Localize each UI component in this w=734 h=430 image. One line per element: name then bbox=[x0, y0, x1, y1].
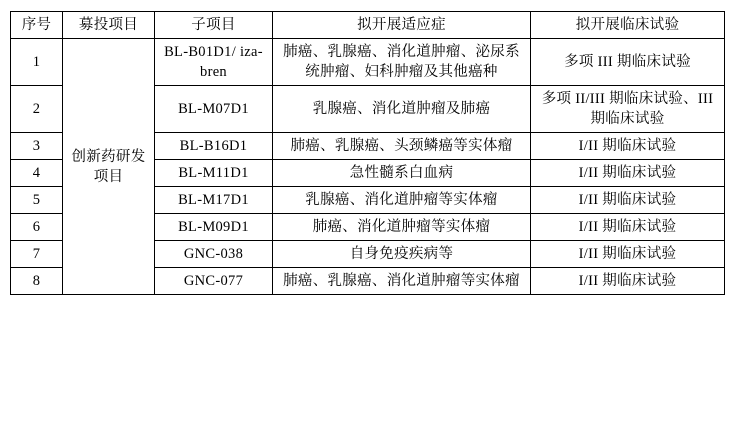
column-header-project: 募投项目 bbox=[63, 12, 155, 39]
cell-no: 4 bbox=[11, 160, 63, 187]
cell-no: 2 bbox=[11, 86, 63, 133]
cell-trial: I/II 期临床试验 bbox=[531, 187, 725, 214]
cell-indication: 乳腺癌、消化道肿瘤等实体瘤 bbox=[273, 187, 531, 214]
cell-no: 3 bbox=[11, 133, 63, 160]
cell-indication: 肺癌、乳腺癌、头颈鳞癌等实体瘤 bbox=[273, 133, 531, 160]
cell-subproject: GNC-077 bbox=[155, 268, 273, 295]
table-header bbox=[11, 12, 725, 39]
cell-indication: 乳腺癌、消化道肿瘤及肺癌 bbox=[273, 86, 531, 133]
cell-trial: 多项 III 期临床试验 bbox=[531, 39, 725, 86]
cell-indication: 肺癌、乳腺癌、消化道肿瘤、泌尿系统肿瘤、妇科肿瘤及其他癌种 bbox=[273, 39, 531, 86]
cell-trial: I/II 期临床试验 bbox=[531, 241, 725, 268]
table-row bbox=[11, 39, 725, 86]
cell-indication: 自身免疫疾病等 bbox=[273, 241, 531, 268]
column-header-no: 序号 bbox=[11, 12, 63, 39]
cell-subproject: BL-B16D1 bbox=[155, 133, 273, 160]
cell-trial: I/II 期临床试验 bbox=[531, 268, 725, 295]
cell-trial: 多项 II/III 期临床试验、III 期临床试验 bbox=[531, 86, 725, 133]
cell-no: 6 bbox=[11, 214, 63, 241]
cell-subproject: BL-M17D1 bbox=[155, 187, 273, 214]
table-header-row bbox=[11, 12, 725, 39]
cell-trial: I/II 期临床试验 bbox=[531, 160, 725, 187]
cell-subproject: GNC-038 bbox=[155, 241, 273, 268]
cell-indication: 肺癌、消化道肿瘤等实体瘤 bbox=[273, 214, 531, 241]
cell-indication: 肺癌、乳腺癌、消化道肿瘤等实体瘤 bbox=[273, 268, 531, 295]
cell-subproject: BL-B01D1/ iza-bren bbox=[155, 39, 273, 86]
table-body bbox=[11, 39, 725, 295]
cell-no: 1 bbox=[11, 39, 63, 86]
column-header-trial: 拟开展临床试验 bbox=[531, 12, 725, 39]
cell-indication: 急性髓系白血病 bbox=[273, 160, 531, 187]
fundraising-projects-table bbox=[10, 11, 725, 295]
cell-no: 8 bbox=[11, 268, 63, 295]
cell-project-group: 创新药研发项目 bbox=[63, 39, 155, 295]
cell-subproject: BL-M07D1 bbox=[155, 86, 273, 133]
cell-trial: I/II 期临床试验 bbox=[531, 133, 725, 160]
cell-subproject: BL-M11D1 bbox=[155, 160, 273, 187]
cell-no: 7 bbox=[11, 241, 63, 268]
cell-subproject: BL-M09D1 bbox=[155, 214, 273, 241]
column-header-indication: 拟开展适应症 bbox=[273, 12, 531, 39]
column-header-subproject: 子项目 bbox=[155, 12, 273, 39]
cell-no: 5 bbox=[11, 187, 63, 214]
cell-trial: I/II 期临床试验 bbox=[531, 214, 725, 241]
